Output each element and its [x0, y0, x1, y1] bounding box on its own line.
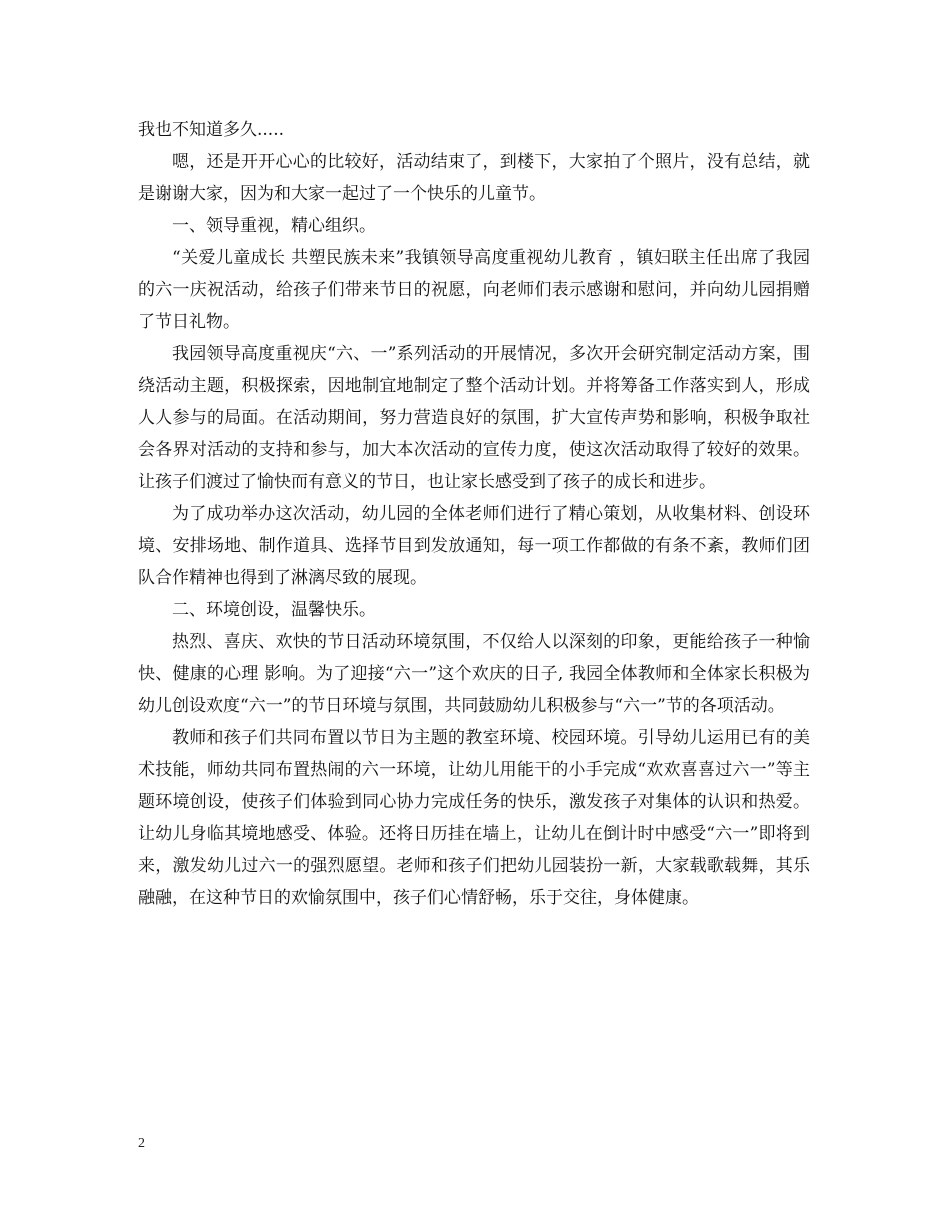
paragraph: 嗯，还是开开心心的比较好，活动结束了，到楼下，大家拍了个照片，没有总结，就是谢谢大家，因为和大家一起过了一个快乐的儿童节。	[138, 152, 810, 204]
paragraph: 教师和孩子们共同布置以节日为主题的教室环境、校园环境。引导幼儿运用已有的美术技能，师幼共同布置热闹的六一环境，让幼儿用能干的小手完成“欢欢喜喜过六一”等主题环境创设，使孩子们体验到同心协力完成任务的快乐，激发孩子对集体的认识和热爱。让幼儿身临其境地感受、体验。还将日历挂在墙上，让幼儿在倒计时中感受“六一”即将到来，激发幼儿过六一的强烈愿望。老师和孩子们把幼儿园装扮一新，大家载歌载舞，其乐融融，在这种节日的欢愉氛围中，孩子们心情舒畅，乐于交往，身体健康。	[138, 728, 810, 908]
section-heading: 二、环境创设，温馨快乐。	[172, 600, 376, 620]
paragraph: 热烈、喜庆、欢快的节日活动环境氛围，不仅给人以深刻的印象，更能给孩子一种愉快、健康的心理 影响。为了迎接“六一”这个欢庆的日子, 我园全体教师和全体家长积极为幼儿创设欢度“六一”的节日环境与氛围，共同鼓励幼儿积极参与“六一”节的各项活动。	[138, 632, 810, 716]
paragraph: 我也不知道多久.....	[138, 120, 285, 140]
section-heading: 一、领导重视，精心组织。	[172, 216, 376, 236]
paragraph: 为了成功举办这次活动，幼儿园的全体老师们进行了精心策划，从收集材料、创设环境、安排场地、制作道具、选择节目到发放通知，每一项工作都做的有条不紊，教师们团队合作精神也得到了淋漓尽致的展现。	[138, 504, 810, 588]
document-body	[138, 114, 810, 914]
page-number: 2	[138, 1136, 145, 1151]
paragraph: “关爱儿童成长 共塑民族未来”我镇领导高度重视幼儿教育 ，镇妇联主任出席了我园的六一庆祝活动，给孩子们带来节日的祝愿，向老师们表示感谢和慰问，并向幼儿园捐赠了节日礼物。	[138, 248, 810, 332]
paragraph: 我园领导高度重视庆“六、一”系列活动的开展情况，多次开会研究制定活动方案，围绕活动主题，积极探索，因地制宜地制定了整个活动计划。并将筹备工作落实到人，形成人人参与的局面。在活动期间，努力营造良好的氛围，扩大宣传声势和影响，积极争取社会各界对活动的支持和参与，加大本次活动的宣传力度，使这次活动取得了较好的效果。让孩子们渡过了愉快而有意义的节日，也让家长感受到了孩子的成长和进步。	[138, 344, 810, 492]
